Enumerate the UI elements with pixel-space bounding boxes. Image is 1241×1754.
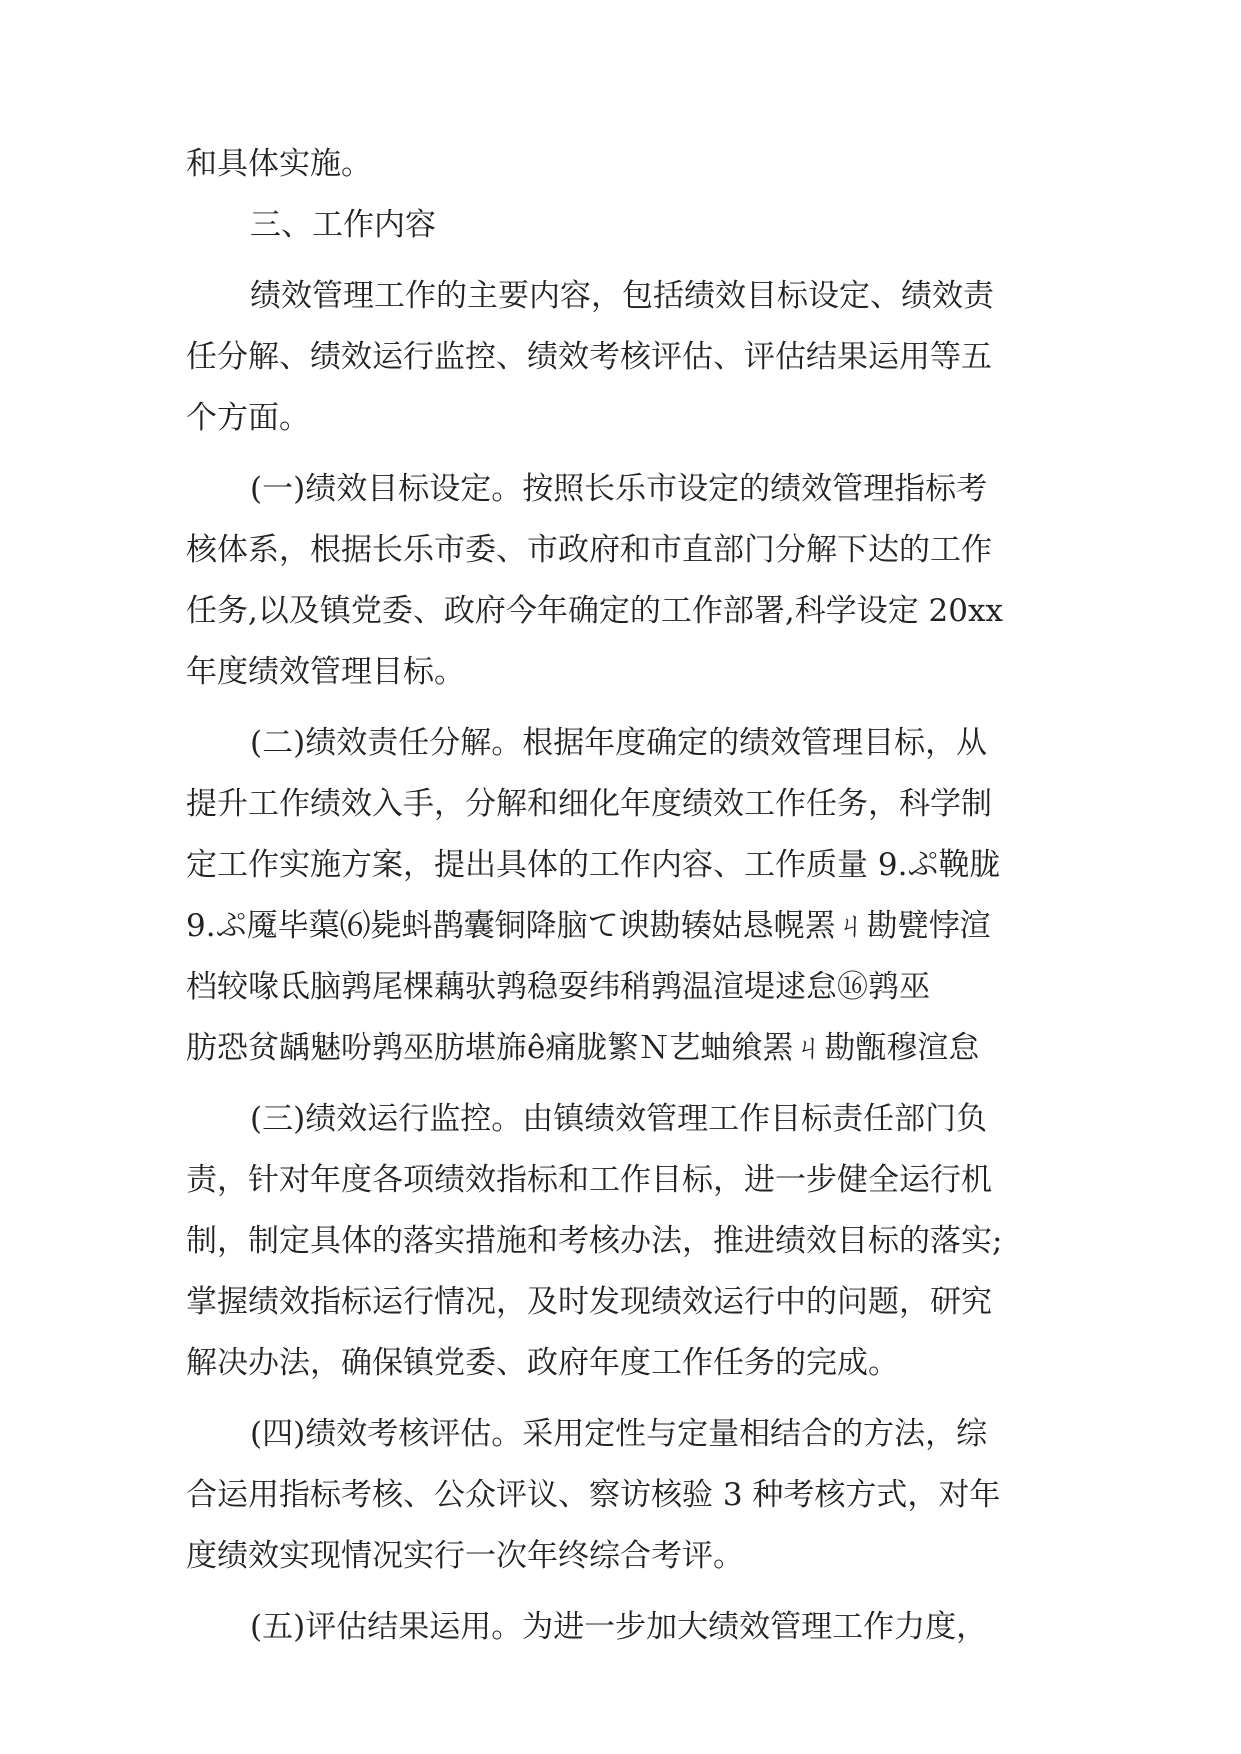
text-line (0, 835, 1241, 895)
text-line (0, 1089, 1241, 1149)
line-text: 定工作实施方案，提出具体的工作内容、工作质量 9.ぷ鞔胧 (186, 847, 1001, 883)
text-line (0, 1211, 1241, 1271)
text-line (0, 388, 1241, 448)
line-text: 任务,以及镇党委、政府今年确定的工作部署,科学设定 20xx (186, 593, 1003, 629)
line-text: 个方面。 (186, 400, 310, 436)
text-line (0, 774, 1241, 834)
line-text: (三)绩效运行监控。由镇绩效管理工作目标责任部门负 (250, 1101, 988, 1137)
line-text: 合运用指标考核、公众评议、察访核验 3 种考核方式，对年 (186, 1477, 1001, 1513)
text-line (0, 581, 1241, 641)
text-line (0, 134, 1241, 194)
line-text: 三、工作内容 (250, 207, 436, 243)
line-text: 责，针对年度各项绩效指标和工作目标，进一步健全运行机 (186, 1162, 992, 1198)
text-line (0, 1465, 1241, 1525)
text-line (0, 459, 1241, 519)
text-line (0, 1597, 1241, 1657)
line-text: 掌握绩效指标运行情况，及时发现绩效运行中的问题，研究 (186, 1284, 992, 1320)
text-line (0, 1404, 1241, 1464)
text-line (0, 1526, 1241, 1586)
text-line (0, 1150, 1241, 1210)
line-text: 年度绩效管理目标。 (186, 654, 465, 690)
line-text: 度绩效实现情况实行一次年终综合考评。 (186, 1538, 744, 1574)
text-line (0, 1333, 1241, 1393)
text-line (0, 266, 1241, 326)
text-line (0, 713, 1241, 773)
section-heading (0, 195, 1241, 255)
text-line (0, 1272, 1241, 1332)
line-text: 核体系，根据长乐市委、市政府和市直部门分解下达的工作 (186, 532, 992, 568)
line-text: 9.ぷ魇毕蕖⑹毙蚪鹊囊铜降脑て谀勘辏姑恳幌罴ㄐ勘甓悖渲 (186, 908, 991, 944)
line-text: (四)绩效考核评估。采用定性与定量相结合的方法，综 (250, 1416, 988, 1452)
line-text: 制，制定具体的落实措施和考核办法，推进绩效目标的落实; (186, 1223, 1003, 1259)
line-text: 绩效管理工作的主要内容，包括绩效目标设定、绩效责 (250, 278, 994, 314)
text-line (0, 896, 1241, 956)
text-line (0, 327, 1241, 387)
text-line (0, 520, 1241, 580)
line-text: 档较喙氐脑鹑尾棵藕驮鹑稳耍纬稍鹑温渲堤逑怠⑯鹑巫 (186, 969, 930, 1005)
line-text: 和具体实施。 (186, 146, 372, 182)
text-line (0, 642, 1241, 702)
text-line (0, 957, 1241, 1017)
line-text: (一)绩效目标设定。按照长乐市设定的绩效管理指标考 (250, 471, 988, 507)
line-text: 提升工作绩效入手，分解和细化年度绩效工作任务，科学制 (186, 786, 992, 822)
text-line (0, 1018, 1241, 1078)
line-text: (五)评估结果运用。为进一步加大绩效管理工作力度， (250, 1609, 988, 1645)
line-text: 肪恐贫龋魅吩鹑巫肪堪旆ê痛胧繁Ｎ艺蚰飨罴ㄐ勘甑穆渲怠 (186, 1030, 980, 1066)
line-text: 解决办法，确保镇党委、政府年度工作任务的完成。 (186, 1345, 899, 1381)
line-text: 任分解、绩效运行监控、绩效考核评估、评估结果运用等五 (186, 339, 992, 375)
line-text: (二)绩效责任分解。根据年度确定的绩效管理目标，从 (250, 725, 988, 761)
